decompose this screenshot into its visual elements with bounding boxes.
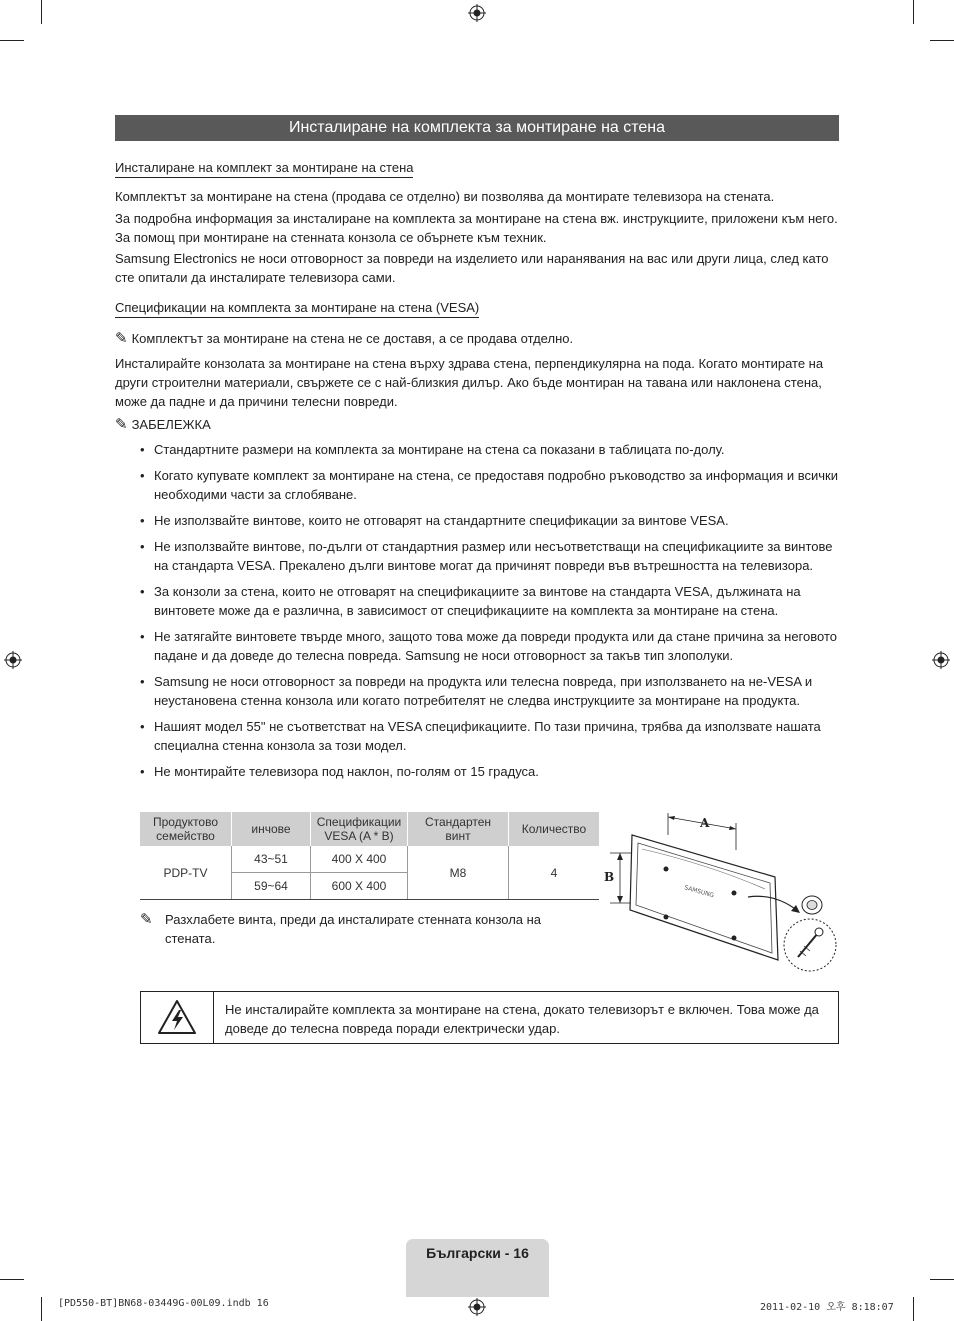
crop-mark	[0, 40, 24, 41]
footer-file-info: [PD550-BT]BN68-03449G-00L09.indb 16	[58, 1298, 269, 1309]
table-cell-vesa: 600 X 400	[311, 873, 408, 900]
column-header: Стандартен винт	[408, 812, 509, 846]
subheading-install: Инсталиране на комплект за монтиране на стена	[115, 160, 413, 178]
list-item: • Когато купувате комплект за монтиране на стена, се предоставя подробно ръководство за информация и всички необходими части за сглобяване.	[140, 466, 840, 504]
column-header: Продуктово семейство	[140, 812, 232, 846]
pencil-note-icon: ✎	[140, 911, 153, 928]
registration-mark-icon	[932, 651, 950, 669]
page-number: Български - 16	[426, 1245, 529, 1261]
list-item: • Не монтирайте телевизора под наклон, по-голям от 15 градуса.	[140, 762, 840, 781]
vesa-spec-table	[140, 812, 599, 900]
note-line	[115, 329, 573, 348]
subheading-vesa-spec: Спецификации на комплекта за монтиране на стена (VESA)	[115, 300, 479, 318]
notes-bullet-list	[140, 440, 840, 788]
note-text: Комплектът за монтиране на стена не се доставя, а се продава отделно.	[131, 331, 574, 346]
dimension-label-b: B	[604, 870, 615, 884]
column-header: Спецификации VESA (A * B)	[311, 812, 408, 846]
list-item: • За конзоли за стена, които не отговарят на спецификациите за винтове на стандарта VESA, дължината на винтовете може да е различна, в зависимост от спецификациите на комплекта за монтиране на стена.	[140, 582, 840, 620]
list-item: • Samsung не носи отговорност за повреди на продукта или телесна повреда, при използването на не-VESA и неустановена стенна конзола или когато потребителят не следва инструкциите за монтиране на продукта.	[140, 672, 840, 710]
tv-brand-label: SAMSUNG	[683, 884, 715, 900]
table-cell-family: PDP-TV	[140, 846, 232, 900]
note-label: ЗАБЕЛЕЖКА	[131, 417, 211, 432]
table-row	[140, 846, 599, 873]
footer-timestamp: 2011-02-10 오후 8:18:07	[760, 1302, 894, 1313]
registration-mark-icon	[468, 4, 486, 22]
loosen-screw-note	[140, 910, 570, 948]
crop-mark	[913, 0, 914, 24]
warning-box	[140, 991, 839, 1044]
registration-mark-icon	[468, 1298, 486, 1316]
crop-mark	[41, 0, 42, 24]
note-text: Разхлабете винта, преди да инсталирате стенната конзола на стената.	[165, 912, 542, 946]
crop-mark	[930, 1279, 954, 1280]
table-header-row	[140, 812, 599, 846]
pencil-note-icon: ✎	[115, 416, 128, 433]
paragraph: Комплектът за монтиране на стена (продава се отделно) ви позволява да монтирате телевизора на стената.	[115, 189, 775, 204]
crop-mark	[930, 40, 954, 41]
registration-mark-icon	[4, 651, 22, 669]
crop-mark	[913, 1297, 914, 1321]
list-item: • Не затягайте винтовете твърде много, защото това може да повреди продукта или да стане причина за неговото падане и да доведе до телесна повреда. Samsung не носи отговорност за такъв тип злополуки.	[140, 627, 840, 665]
pencil-note-icon: ✎	[115, 330, 128, 347]
table-cell-inches: 43~51	[232, 846, 311, 873]
table-cell-inches: 59~64	[232, 873, 311, 900]
table-cell-quantity: 4	[509, 846, 600, 900]
crop-mark	[41, 1297, 42, 1321]
electric-shock-warning-icon	[157, 999, 197, 1035]
list-item: • Не използвайте винтове, по-дълги от стандартния размер или несъответстващи на спецификациите за винтове на стандарта VESA. Прекалено дълги винтове могат да причинят повреди във вътрешността на телевизора.	[140, 537, 840, 575]
warning-text: Не инсталирайте комплекта за монтиране на стена, докато телевизорът е включен. Това може да доведе до телесна повреда поради електрически удар.	[225, 1002, 819, 1036]
paragraph: За подробна информация за инсталиране на комплекта за монтиране на стена вж. инструкциите, приложени към него. За помощ при монтиране на стенната конзола се обърнете към техник.	[115, 211, 838, 245]
dimension-label-a: A	[700, 816, 710, 830]
list-item: • Нашият модел 55" не съответстват на VESA спецификациите. По тази причина, трябва да използвате нашата специална стенна конзола за този модел.	[140, 717, 840, 755]
section-title-bar: Инсталиране на комплекта за монтиране на стена	[115, 115, 839, 141]
paragraph: Samsung Electronics не носи отговорност за повреди на изделието или наранявания на вас или други лица, след като сте опитали да инсталирате телевизора сами.	[115, 251, 829, 285]
table-cell-screw: M8	[408, 846, 509, 900]
crop-mark	[0, 1279, 24, 1280]
warning-icon-cell	[141, 992, 214, 1043]
tv-wall-mount-diagram	[600, 805, 840, 980]
table-cell-vesa: 400 X 400	[311, 846, 408, 873]
paragraph: Инсталирайте конзолата за монтиране на стена върху здрава стена, перпендикулярна на пода. Когато монтирате на други строителни материали, свържете се с най-близкия дилър. Ако бъде монтиран на тавана или наклонена стена, може да падне и да причини телесни повреди.	[115, 356, 824, 409]
list-item: • Не използвайте винтове, които не отговарят на стандартните спецификации за винтове VESA.	[140, 511, 840, 530]
list-item: • Стандартните размери на комплекта за монтиране на стена са показани в таблицата по-долу.	[140, 440, 840, 459]
column-header: Количество	[509, 812, 600, 846]
column-header: инчове	[232, 812, 311, 846]
note-label-line	[115, 415, 211, 434]
